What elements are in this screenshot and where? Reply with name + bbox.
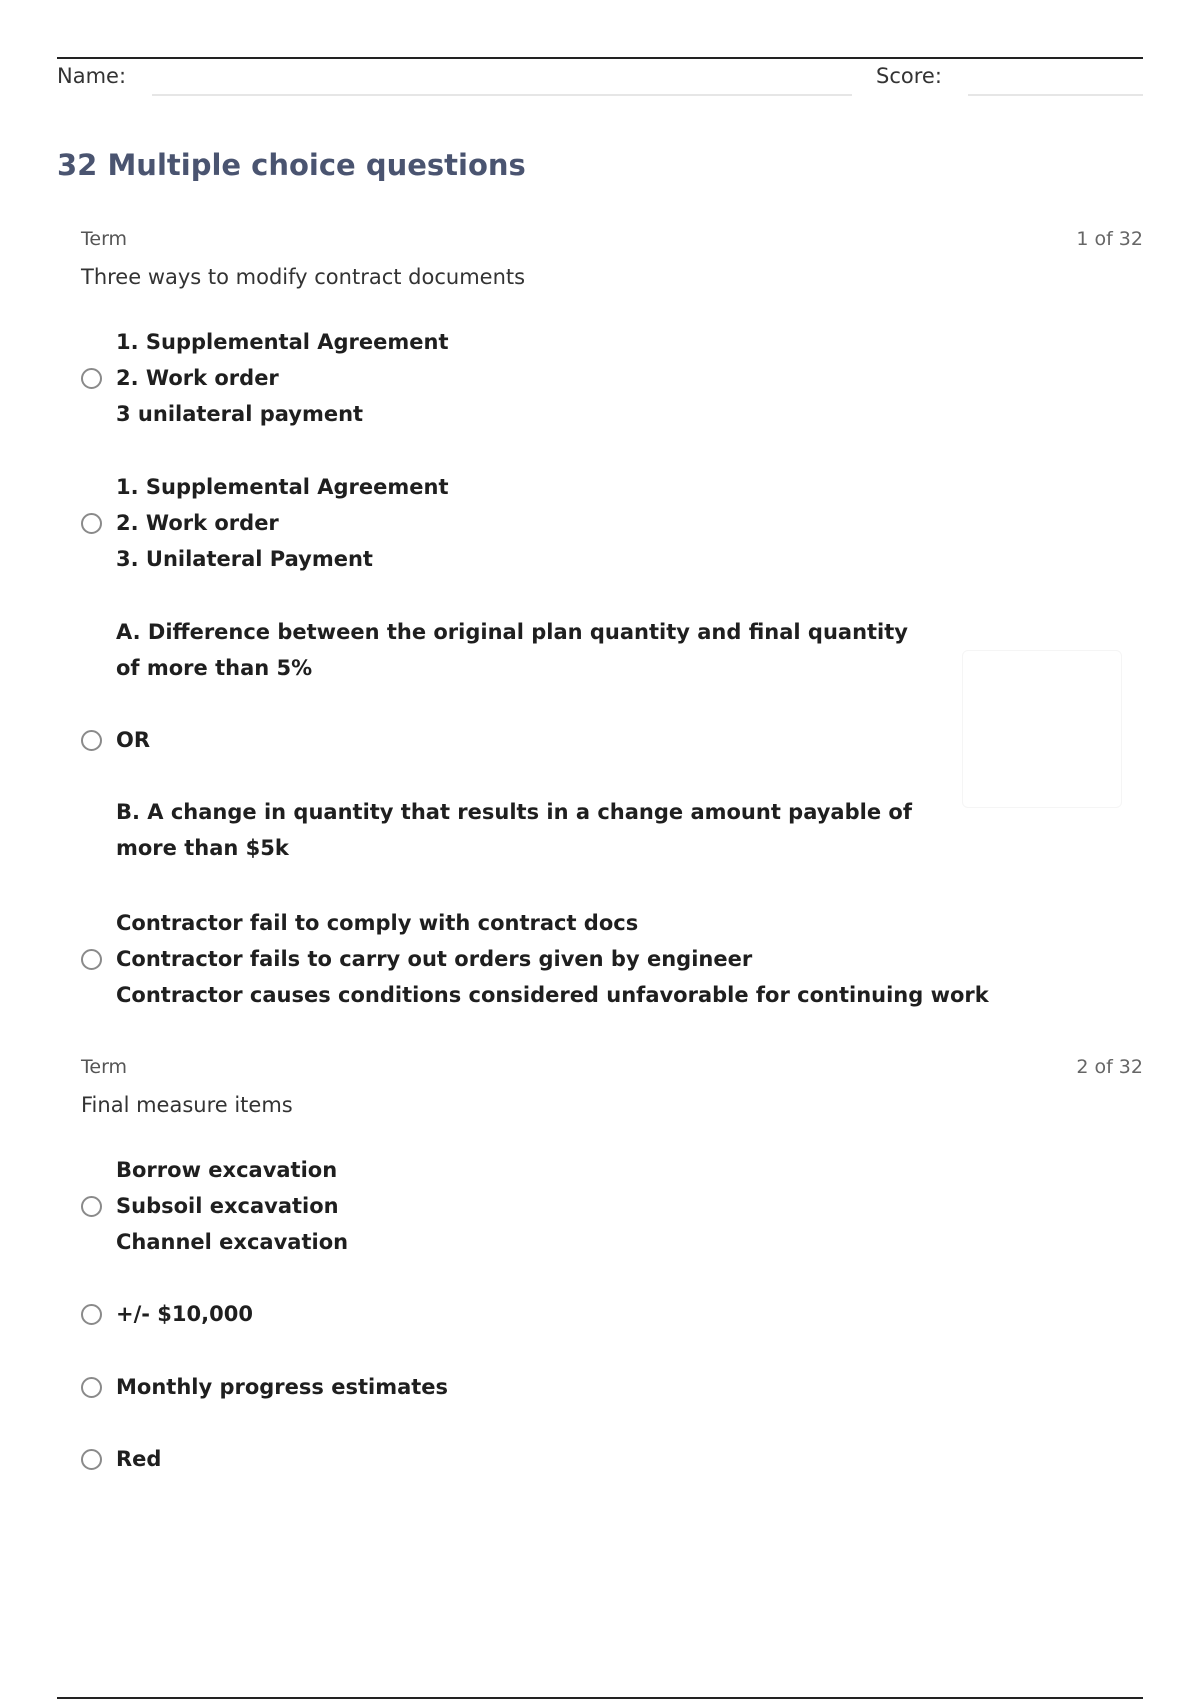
answer-option[interactable] xyxy=(81,469,981,577)
bottom-rule xyxy=(57,1697,1143,1699)
radio-button[interactable] xyxy=(81,368,102,389)
option-text xyxy=(116,1152,348,1260)
option-spacer xyxy=(116,686,916,722)
blank-area xyxy=(962,650,1122,808)
radio-button[interactable] xyxy=(81,1196,102,1217)
option-line: Subsoil excavation xyxy=(116,1194,339,1218)
option-line: 3 unilateral payment xyxy=(116,402,364,426)
section-title: 32 Multiple choice questions xyxy=(57,148,526,182)
option-text xyxy=(116,1369,448,1405)
answer-option[interactable] xyxy=(81,1441,981,1477)
option-text xyxy=(116,1296,253,1332)
term-label: Term xyxy=(81,1056,128,1078)
radio-button[interactable] xyxy=(81,949,102,970)
radio-button[interactable] xyxy=(81,1377,102,1398)
term-text: Final measure items xyxy=(81,1093,293,1117)
answer-option[interactable] xyxy=(81,1369,981,1405)
option-line: Contractor causes conditions considered unfavorable for continuing work xyxy=(116,983,989,1007)
option-line: Red xyxy=(116,1447,162,1471)
term-label: Term xyxy=(81,228,128,250)
option-line: +/- $10,000 xyxy=(116,1302,253,1326)
option-line: Borrow excavation xyxy=(116,1158,338,1182)
answer-option[interactable] xyxy=(81,614,921,866)
option-line: Channel excavation xyxy=(116,1230,349,1254)
option-line: 3. Unilateral Payment xyxy=(116,547,373,571)
option-text xyxy=(116,905,989,1013)
question-count: 1 of 32 xyxy=(1076,228,1143,250)
option-spacer xyxy=(116,758,916,794)
top-rule xyxy=(57,57,1143,59)
option-line: B. A change in quantity that results in a change amount payable of more than $5k xyxy=(116,800,912,860)
score-field[interactable] xyxy=(968,94,1143,96)
answer-option[interactable] xyxy=(81,905,1081,1013)
option-line: Contractor fail to comply with contract docs xyxy=(116,911,639,935)
radio-button[interactable] xyxy=(81,1449,102,1470)
question-count: 2 of 32 xyxy=(1076,1056,1143,1078)
option-text xyxy=(116,1441,161,1477)
option-text xyxy=(116,324,449,432)
option-line: 2. Work order xyxy=(116,511,279,535)
option-line: A. Difference between the original plan quantity and final quantity of more than 5% xyxy=(116,620,908,680)
radio-button[interactable] xyxy=(81,1304,102,1325)
radio-button[interactable] xyxy=(81,513,102,534)
answer-option[interactable] xyxy=(81,324,981,432)
option-line: 2. Work order xyxy=(116,366,279,390)
name-field[interactable] xyxy=(152,94,852,96)
option-text xyxy=(116,469,449,577)
option-text xyxy=(116,614,916,866)
term-text: Three ways to modify contract documents xyxy=(81,265,526,289)
answer-option[interactable] xyxy=(81,1152,981,1260)
name-label: Name: xyxy=(57,64,127,88)
score-label: Score: xyxy=(876,64,942,88)
answer-option[interactable] xyxy=(81,1296,981,1332)
option-line: Monthly progress estimates xyxy=(116,1375,449,1399)
option-line: Contractor fails to carry out orders given by engineer xyxy=(116,947,753,971)
option-line: 1. Supplemental Agreement xyxy=(116,330,449,354)
radio-button[interactable] xyxy=(81,730,102,751)
option-line: OR xyxy=(116,728,151,752)
option-line: 1. Supplemental Agreement xyxy=(116,475,449,499)
